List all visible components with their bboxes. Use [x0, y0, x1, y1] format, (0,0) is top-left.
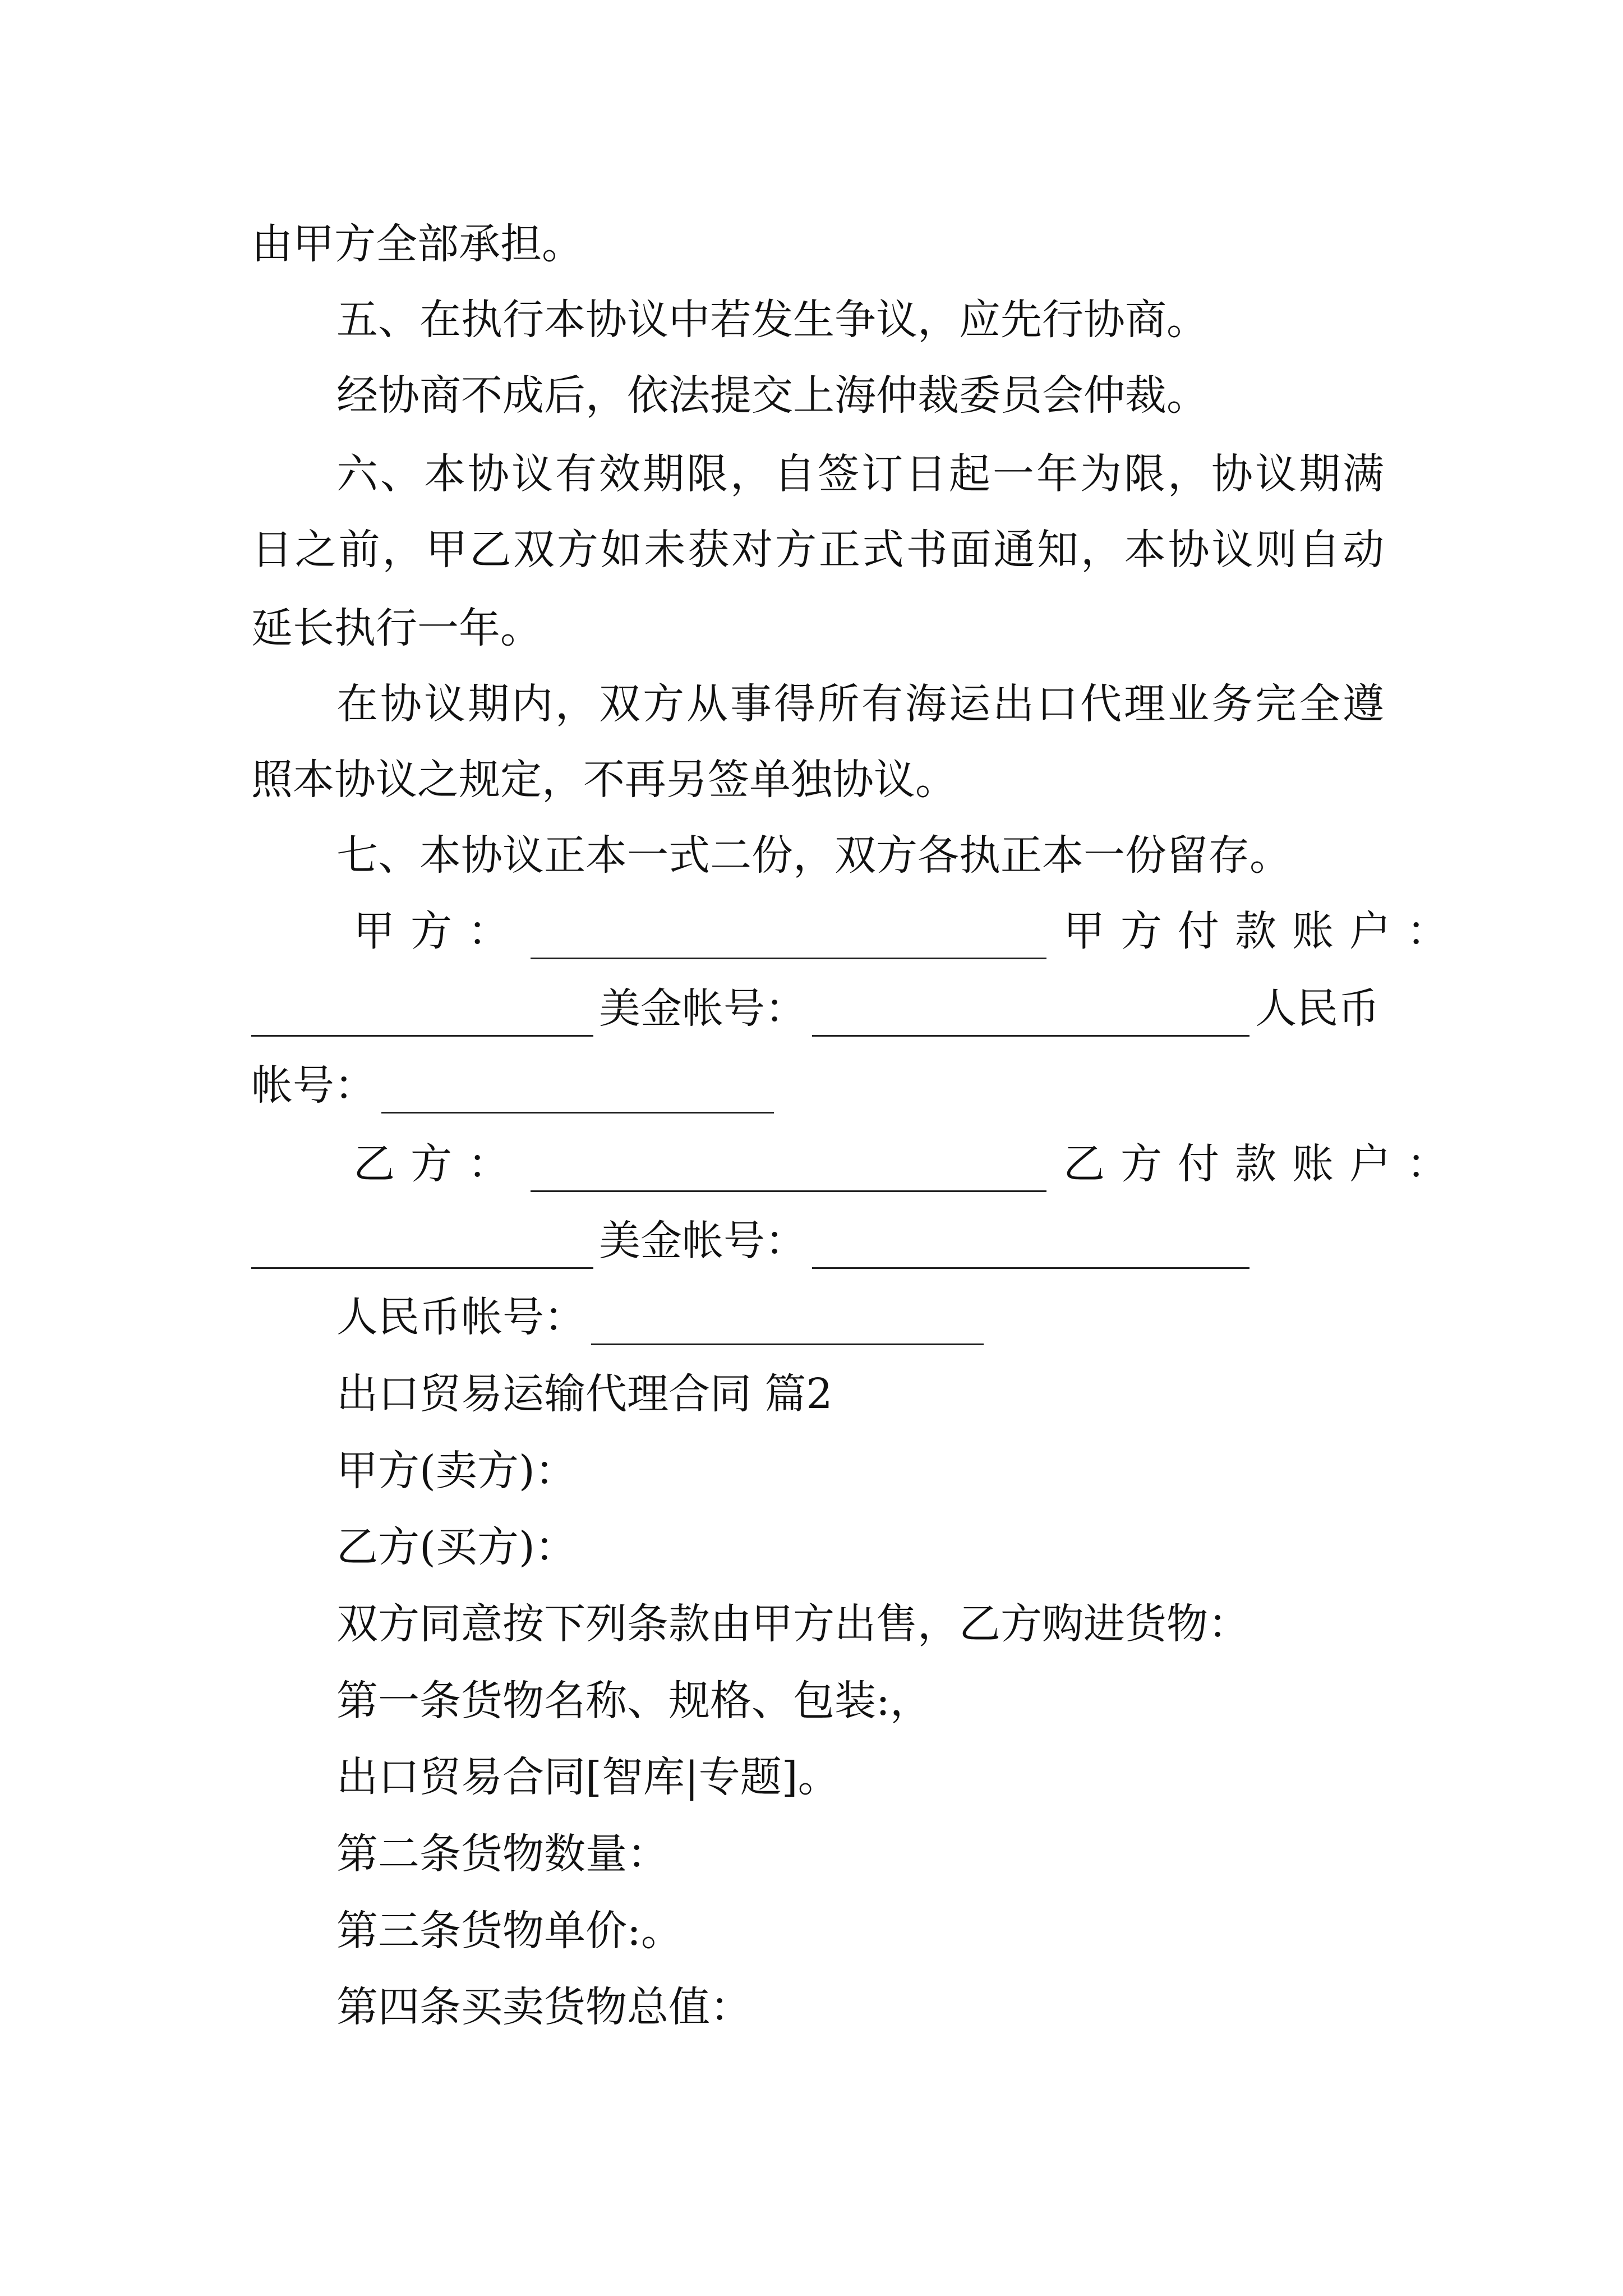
text-line: 经协商不成后，依法提交上海仲裁委员会仲裁。	[336, 371, 1208, 420]
party-b-account-blank[interactable]	[251, 1226, 593, 1269]
party-b-usd-blank[interactable]	[812, 1226, 1249, 1269]
party-b-usd-row	[251, 1213, 1249, 1269]
party-a-account-blank[interactable]	[251, 993, 593, 1037]
text-line: 日之前，甲乙双方如未获对方正式书面通知，本协议则自动	[251, 526, 1384, 574]
text-line: 出口贸易合同[智库|专题]。	[336, 1753, 840, 1801]
text-line: 五、在执行本协议中若发生争议，应先行协商。	[336, 296, 1208, 344]
party-b-rmb-blank[interactable]	[591, 1302, 984, 1345]
party-a-rmb-label-2: 帐号：	[251, 1061, 376, 1110]
text-line: 七、本协议正本一式二份，双方各执正本一份留存。	[336, 831, 1291, 880]
party-b-account-label: 乙方付款账户：	[1063, 1140, 1464, 1188]
text-line: 第二条货物数量：	[336, 1830, 668, 1878]
text-line: 由甲方全部承担。	[251, 220, 583, 268]
text-line: 甲方(卖方)：	[336, 1447, 577, 1495]
party-b-blank[interactable]	[531, 1149, 1046, 1192]
text-line: 第四条买卖货物总值：	[336, 1983, 751, 2031]
text-line: 六、本协议有效期限，自签订日起一年为限，协议期满	[336, 450, 1384, 498]
party-b-rmb-row	[336, 1289, 984, 1345]
text-line: 第一条货物名称、规格、包装:，	[336, 1677, 932, 1725]
text-line: 延长执行一年。	[251, 604, 542, 652]
section-title: 出口贸易运输代理合同 篇2	[336, 1370, 833, 1418]
party-a-rmb-label: 人民币	[1255, 984, 1380, 1033]
party-b-row	[353, 1136, 1464, 1192]
party-b-usd-label: 美金帐号：	[599, 1217, 806, 1265]
party-a-row	[353, 903, 1464, 959]
party-a-rmb-blank[interactable]	[381, 1070, 774, 1114]
party-a-account-label: 甲方付款账户：	[1063, 907, 1464, 955]
party-a-usd-blank[interactable]	[812, 993, 1249, 1037]
text-line: 第三条货物单价:。	[336, 1907, 683, 1955]
text-line: 照本协议之规定，不再另签单独协议。	[251, 756, 957, 804]
text-line: 乙方(买方)：	[336, 1523, 577, 1571]
party-a-usd-label: 美金帐号：	[599, 984, 806, 1033]
party-a-blank[interactable]	[531, 916, 1046, 959]
text-line: 双方同意按下列条款由甲方出售，乙方购进货物：	[336, 1600, 1249, 1648]
party-a-usd-row	[251, 981, 1380, 1037]
party-b-rmb-label: 人民币帐号：	[336, 1293, 585, 1341]
party-a-rmb-row	[251, 1057, 774, 1114]
party-b-label: 乙方：	[353, 1140, 525, 1188]
text-line: 在协议期内，双方从事得所有海运出口代理业务完全遵	[336, 680, 1384, 728]
party-a-label: 甲方：	[353, 907, 525, 955]
